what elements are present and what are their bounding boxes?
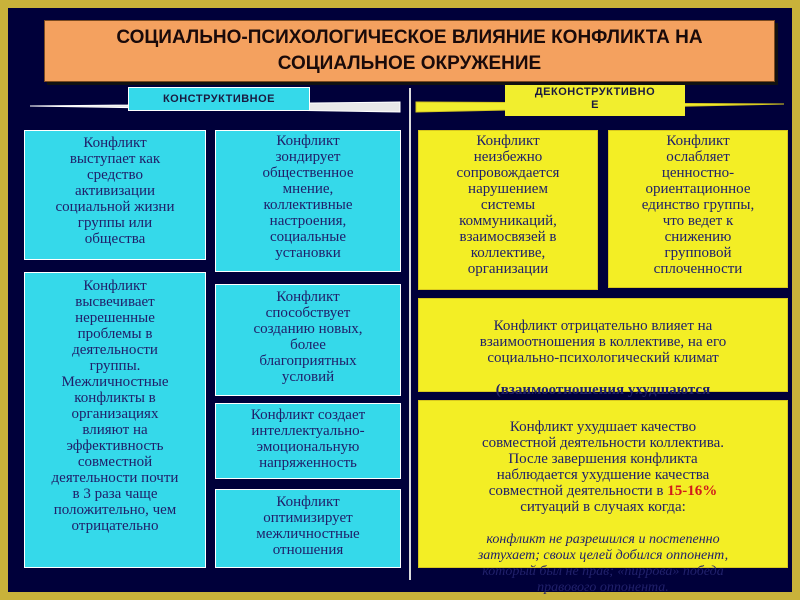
constructive-box-1: Конфликт выступает как средство активизации социальной жизни группы или общества [24, 130, 206, 260]
constructive-header: КОНСТРУКТИВНОЕ [128, 87, 310, 111]
constructive-box-2: Конфликт зондирует общественное мнение, коллективные настроения, социальные установки [215, 130, 401, 272]
destructive-box-4-tail: ситуаций в случаях когда: [520, 499, 686, 515]
destructive-box-2: Конфликт ослабляет ценностно- ориентационное единство группы, что ведет к снижению групповой сплоченности [608, 130, 788, 288]
destructive-box-1: Конфликт неизбежно сопровождается нарушением системы коммуникаций, взаимосвязей в коллективе, организации [418, 130, 598, 290]
destructive-box-3-text: Конфликт отрицательно влияет на взаимоотношения в коллективе, на его социально-психологический климат [479, 318, 727, 366]
constructive-box-6: Конфликт оптимизирует межличностные отношения [215, 489, 401, 568]
destructive-box-3 [418, 298, 788, 398]
slide-title-text: СОЦИАЛЬНО-ПСИХОЛОГИЧЕСКОЕ ВЛИЯНИЕ КОНФЛИКТА НА СОЦИАЛЬНОЕ ОКРУЖЕНИЕ [116, 27, 703, 74]
destructive-box-4 [418, 400, 788, 595]
destructive-box-4-conditions: конфликт не разрешился и постепенно затухает; своих целей добился оппонент, который был не прав; «пиррова» победа правового оппонента. [477, 532, 729, 595]
destructive-header: ДЕКОНСТРУКТИВНО Е [505, 85, 685, 116]
destructive-box-4-percent: 15-16% [667, 483, 718, 499]
constructive-box-3: Конфликт высвечивает нерешенные проблемы в деятельности группы. Межличностные конфликты в организациях влияют на эффективность совместной деятельности почти в 3 раза чаще положительно, чем отрицательно [24, 272, 206, 568]
constructive-box-5: Конфликт создает интеллектуально- эмоциональную напряженность [215, 403, 401, 479]
center-divider [409, 88, 411, 580]
destructive-box-4-text: Конфликт ухудшает качество совместной деятельности коллектива. После завершения конфликта наблюдается ухудшение качества совместной деятельности в [481, 419, 725, 499]
constructive-box-4: Конфликт способствует созданию новых, более благоприятных условий [215, 284, 401, 396]
destructive-box-3-highlight: (взаимоотношения ухудшаются [495, 382, 711, 398]
